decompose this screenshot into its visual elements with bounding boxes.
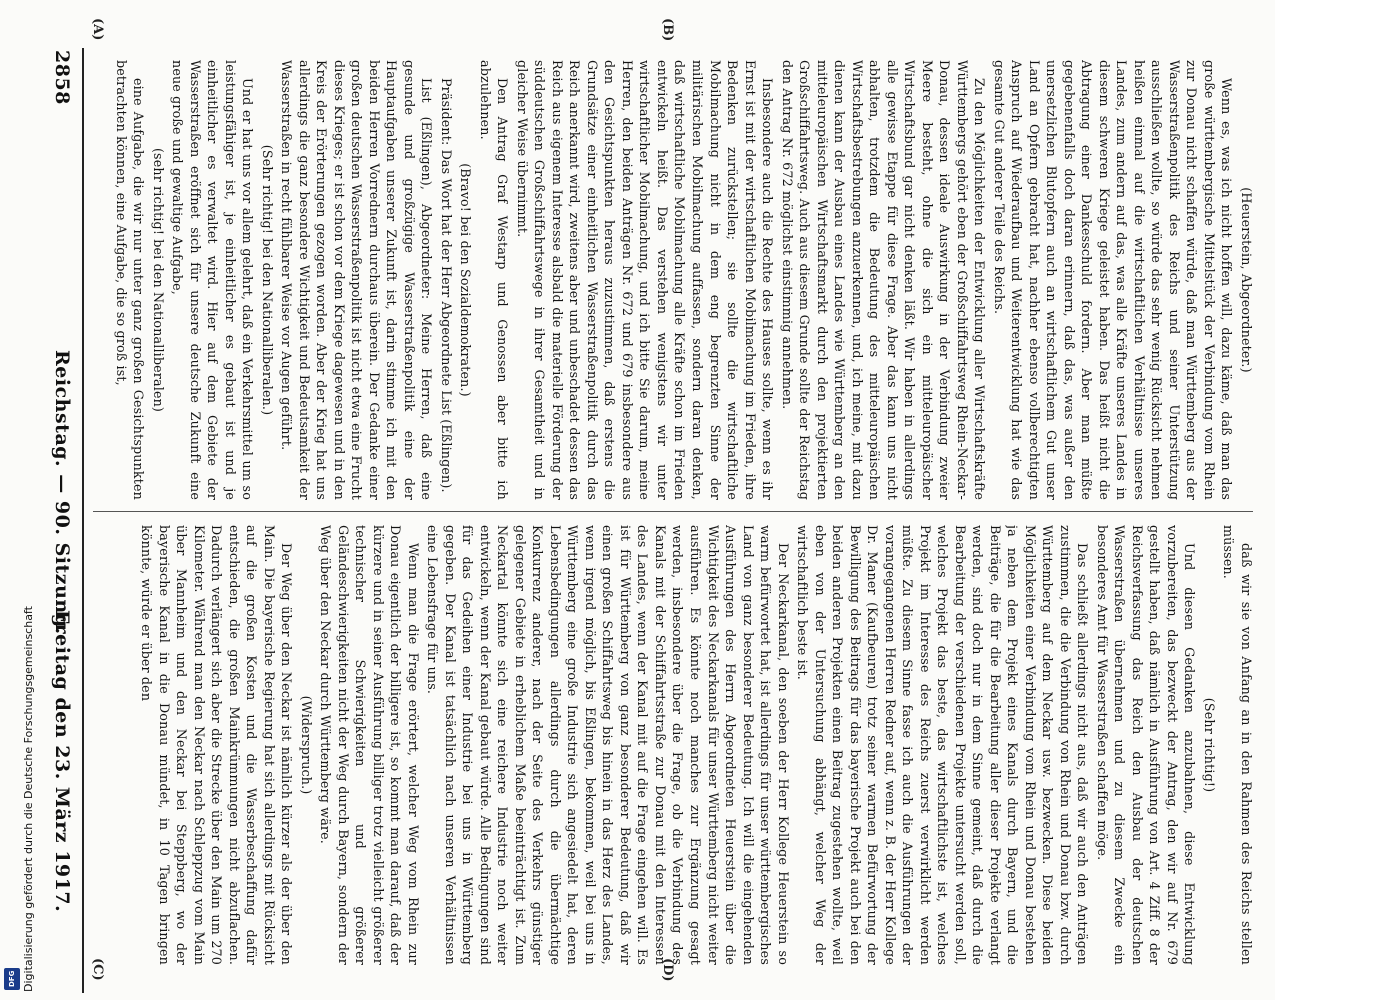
digitization-credit: Digitalisierung gefördert durch die Deutsche Forschungsgemeinschaft	[22, 606, 35, 992]
paragraph: Zu den Möglichkeiten der Entwicklung aller Wirtschaftskräfte Württembergs gehört eben der Großschiffahrtsweg Rhein-Neckar-Donau, dessen ideale Auswirkung in der Verbindung zweier Meere besteht, ohne die sich ein mitteleuropäischer Wirtschaftsbund gar nicht denken läßt. Wir haben in allerdings alle gewisse Etappe für diese Frage. Aber das kann uns nicht abhalten, trotzdem die Bedeutung des mitteleuropäischen Wirtschaftsbestrebungen anzuerkennen, und, ich meine, mit dazu dienen kann der Ausbau eines Landes wie Württemberg an den mitteleuropäischen Wirtschaftsmarkt durch den projektierten Großschiffahrtsweg. Auch aus diesem Grunde sollte der Reichstag den Antrag Nr. 672 möglichst einstimmig annehmen.	[779, 60, 988, 500]
header-date: Freitag den 23. März 1917.	[51, 610, 73, 913]
running-header	[47, 50, 77, 990]
interjection-note: (Widerspruch.)	[298, 695, 314, 795]
column-divider	[93, 511, 1253, 512]
margin-mark-d: (D)	[660, 958, 675, 982]
paragraph: Der Neckarkanal, den soeben der Herr Kollege Heuerstein so warm befürwortet hat, ist allerdings für unser württembergisches Land von ganz besonderer Bedeutung. Ich will die eingehenden Ausführungen des Herrn Abgeordneten Heuerstein über die Wichtigkeit des Neckarkanals für unser Württemberg nicht weiter ausführen. Es könnte noch manches zur Ergänzung gesagt werden, insbesondere über die Frage, ob die Verbindung des Kanals mit der Schiffahrtsstraße zur Donau mit den Interessen des Landes, wenn der Kanal mit auf die Frage eingehen will. Es ist für Württemberg von ganz besonderer Bedeutung, daß wir einen großen Schiffahrtsweg bis hinein in das Herz des Landes, wenn irgend möglich, bis Eßlingen, bekommen, weil bei uns in Württemberg eine große Industrie sich angesiedelt hat, deren Lebensbedingungen allerdings durch die übermächtige Konkurrenz anderer, nach der Seite des Verkehrs günstiger gelegener Gebiete in erheblichem Maße beeinträchtigt ist. Zum Neckartal könnte sich eine reichere Industrie noch weiter entwickeln, wenn der Kanal gebaut würde. Alle Bedingungen sind für das Gedeihen einer Industrie bei uns in Württemberg gegeben. Der Kanal ist tatsächlich nach unseren Verhältnissen eine Lebensfrage für uns.	[425, 525, 791, 965]
margin-mark-b: (B)	[660, 18, 675, 42]
interjection-note: (Sehr richtig! bei den Nationalliberalen.)	[259, 144, 275, 416]
right-text-column	[95, 525, 1255, 965]
paragraph: Insbesondere auch die Rechte des Hauses sollte, wenn es ihr Ernst ist mit der wirtschaftlichen Mobilmachung im Frieden, ihre Bedenken zurückstellen; sie sollte die wirtschaftliche Mobilmachung nicht in dem eng begrenzten Sinne der militärischen Mobilmachung auffassen, sondern daran denken, daß wirtschaftliche Mobilmachung alle Kräfte schon im Frieden entwickeln heißt. Das verstehen wenigstens wir unter wirtschaftlicher Mobilmachung, und ich bitte Sie darum, meine Herren, den beiden Anträgen Nr. 672 und 679 insbesondere aus den Gesichtspunkten heraus zuzustimmen, daß erstens die Grundsätze einer einheitlichen Wasserstraßenpolitik durch das Reich anerkannt wird, zweitens aber und unbeschadet dessen das Reich aus eigenem Interesse alsbald die materielle Förderung der süddeutschen Großschiffahrtswege in ihrer Gesamtheit und in gleicher Weise übernimmt.	[514, 60, 776, 500]
paragraph: List (Eßlingen), Abgeordneter: Meine Herren, daß eine gesunde und großzügige Wasserstraßenpolitik eine der Hauptaufgaben unserer Zukunft ist, darin stimme ich mit den beiden Herren Vorrednern durchaus überein. Der Gedanke einer großen deutschen Wasserstraßenpolitik ist nicht etwa eine Frucht dieses Krieges; er ist schon vor dem Kriege dagewesen und in den Kreis der Erörterungen gezogen worden. Aber der Krieg hat uns allerdings die ganz besondere Wichtigkeit und Bedeutsamkeit der Wasserstraßen in recht fühlbarer Weise vor Augen geführt.	[279, 60, 435, 500]
paragraph: Der Weg über den Neckar ist nämlich kürzer als der über den Main. Die bayerische Regierung hat sich allerdings mit Rücksicht auf die großen Kosten und die Wasserbeschaffung dafür entschieden, die großen Mainkrümmungen nicht abzuflachen. Dadurch verlängert sich aber die Strecke über den Main um 270 Kilometer. Während man den Neckar nach Schleppzug vom Main über Mannheim und den Neckar bei Steppberg, wo der bayerische Kanal in die Donau mündet, in 10 Tagen bringen könnte, würde er über den	[139, 525, 295, 965]
page-number: 2858	[51, 50, 73, 105]
margin-mark-a: (A)	[90, 18, 105, 41]
paragraph: Wenn man die Frage erörtert, welcher Weg vom Rhein zur Donau eigentlich der billigere ist, so kommt man darauf, daß der kürzere und in seiner Ausführung billiger trotz vielleicht größerer technischer Schwierigkeiten und größerer Geländeschwierigkeiten nicht der Weg durch Bayern, sondern der Weg über den Neckar durch Württemberg wäre.	[318, 525, 421, 965]
paragraph: Den Antrag Graf Westarp und Genossen aber bitte ich abzulehnen.	[477, 60, 511, 500]
paragraph: daß wir sie von Anfang an in den Rahmen des Reichs stellen müssen.	[1221, 525, 1254, 965]
interjection-note: (sehr richtig! bei den Nationalliberalen)	[150, 147, 166, 413]
left-text-column	[95, 60, 1255, 500]
dfg-logo-icon: DFG	[4, 968, 20, 990]
paragraph: Wenn es, was ich nicht hoffen will, dazu käme, daß man das große württembergische Mittelstück der Verbindung vom Rhein zur Donau nicht schaffen würde, daß man Württemberg aus der Wasserstraßenpolitik des Reichs und seiner Unterstützung ausschließen wollte, so würde das sehr wenig Rücksicht nehmen heißen einmal auf die wirtschaftlichen Verhältnisse unseres Landes, zum andern auf das, was alle Kräfte unseres Landes in diesem schweren Kriege geleistet haben. Das heißt nicht die Abtragung einer Dankesschuld fordern. Aber man müßte gegebenenfalls doch daran erinnern, daß das, was außer den unersetzlichen Blutopfern auch an wirtschaftlichem Gut unser Land an Opfern gebracht hat, nachher ebenso vollberechtigten Anspruch auf Wiederaufbau und Weiterentwicklung hat wie das gesamte Gut anderer Teile des Reichs.	[991, 60, 1235, 500]
applause-note: (Bravo! bei den Sozialdemokraten.)	[458, 163, 474, 397]
header-title: Reichstag. — 90. Sitzung.	[51, 350, 73, 635]
paragraph: Präsident: Das Wort hat der Herr Abgeordnete List (Eßlingen).	[438, 78, 454, 493]
interjection-note: (Sehr richtig!)	[1201, 697, 1217, 793]
speaker-note: (Heuerstein, Abgeordneter.)	[1239, 187, 1254, 373]
paragraph: Und diesen Gedanken anzubahnen, diese Entwicklung vorzubereiten, das bezweckt der Antrag, den wir auf Nr. 679 gestellt haben, daß nämlich in Ausführung von Art. 4 Ziff. 8 der Reichsverfassung das Reich den Ausbau der deutschen Wasserstraßen übernehmen und zu diesem Zwecke ein besonderes Amt für Wasserstraßen schaffen möge.	[1094, 525, 1198, 965]
paragraph: eine Aufgabe, die wir nur unter ganz großen Gesichtspunkten betrachten können, eine Aufgabe, die so groß ist,	[113, 60, 147, 500]
margin-mark-c: (C)	[90, 958, 105, 981]
header-rule	[82, 48, 84, 993]
paragraph: Und er hat uns vor allem gelehrt, daß ein Verkehrsmittel um so leistungsfähiger ist, je einheitlicher es gebaut ist und je einheitlicher es verwaltet wird. Hier auf dem Gebiete der Wasserstraßen eröffnet sich für unsere deutsche Zukunft eine neue große und gewaltige Aufgabe,	[170, 60, 256, 500]
paragraph: Das schließt allerdings nicht aus, daß wir auch den Anträgen zustimmen, die die Verbindung von Rhein und Donau bzw. durch Württemberg auf dem Neckar usw. bezwecken. Diese beiden Möglichkeiten einer Verbindung vom Rhein und Donau bestehen ja neben dem Projekt eines Kanals durch Bayern, und die Beiträge, die für die Bearbeitung aller dieser Projekte verlangt werden, sind doch nur in dem Sinne gemeint, daß durch die Bearbeitung der verschiedenen Projekte untersucht werden soll, welches Projekt das beste, das wirtschaftlichste ist, welches Projekt im Interesse des Reichs zuerst verwirklicht werden müßte. Zu diesem Sinne fasse ich auch die Ausführungen der vorangegangenen Herren Redner auf, wenn z. B. der Herr Kollege Dr. Maner (Kaufbeuren) trotz seiner warmen Befürwortung der Bewilligung des Beitrags für das bayerische Projekt auch bei den beiden anderen Projekten einen Beitrag zugestehen wollte, weil eben von der Untersuchung abhängt, welcher Weg der wirtschaftlich beste ist.	[795, 525, 1091, 965]
